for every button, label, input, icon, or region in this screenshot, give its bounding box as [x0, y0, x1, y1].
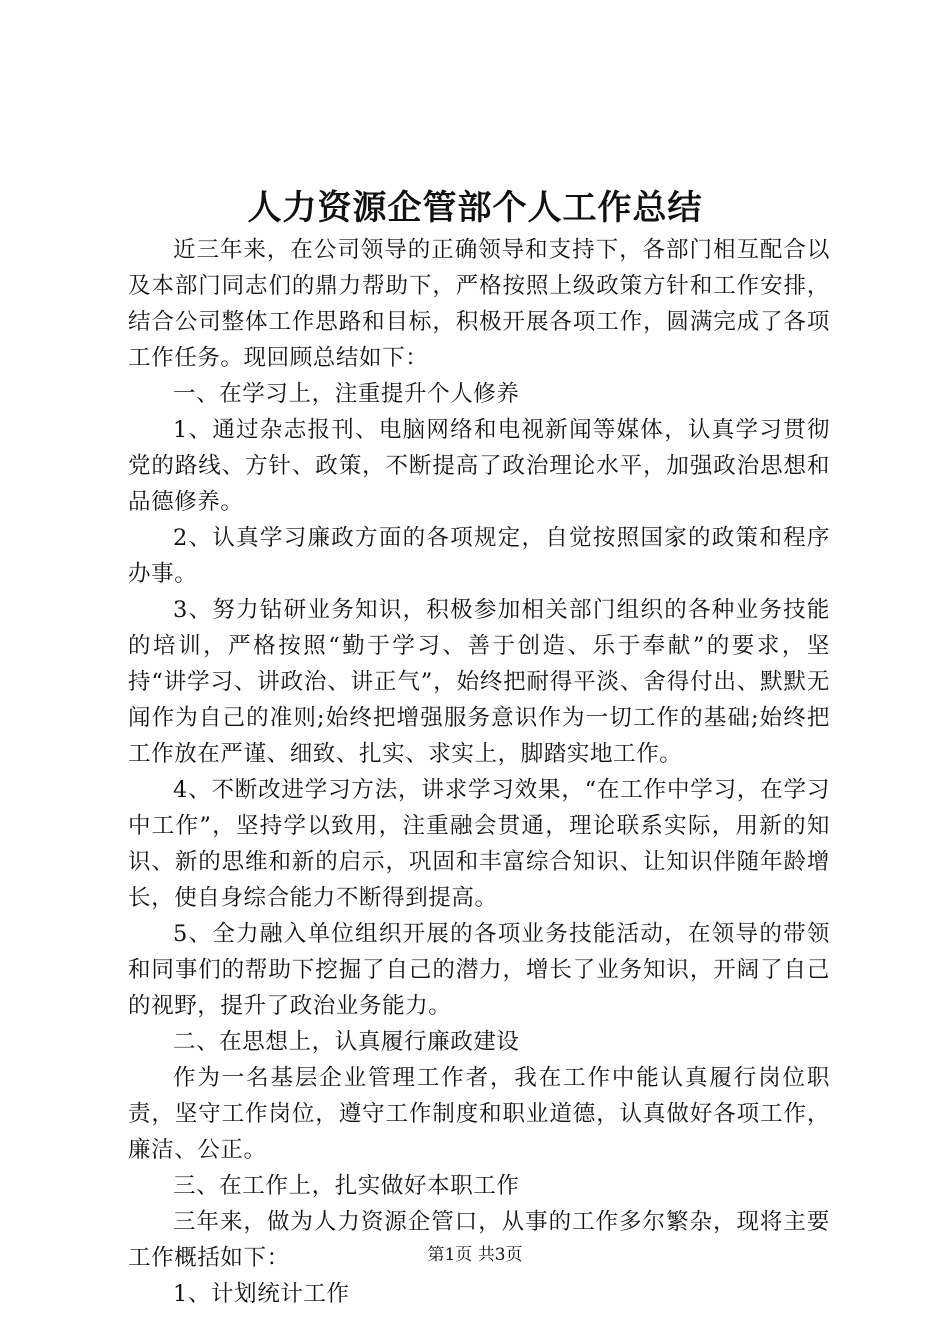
section-heading-thought: 二、在思想上，认真履行廉政建设: [173, 1029, 520, 1055]
paragraph-study-3: 3、努力钻研业务知识，积极参加相关部门组织的各种业务技能的培训，严格按照“勤于学习、善于创造、乐于奉献”的要求，坚持“讲学习、讲政治、讲正气”，始终把耐得平淡、舍得付出、默默无闻作为自己的准则;始终把增强服务意识作为一切工作的基础;始终把工作放在严谨、细致、扎实、求实上，脚踏实地工作。: [128, 597, 830, 767]
paragraph-study-4: 4、不断改进学习方法，讲求学习效果，“在工作中学习，在学习中工作”，坚持学以致用，注重融会贯通，理论联系实际，用新的知识、新的思维和新的启示，巩固和丰富综合知识、让知识伴随年龄增长，使自身综合能力不断得到提高。: [128, 777, 830, 911]
section-heading-study: 一、在学习上，注重提升个人修养: [173, 381, 520, 407]
document-body: [128, 232, 830, 1312]
paragraph-study-5: 5、全力融入单位组织开展的各项业务技能活动，在领导的带领和同事们的帮助下挖掘了自己的潜力，增长了业务知识，开阔了自己的视野，提升了政治业务能力。: [128, 921, 830, 1019]
document-title: 人力资源企管部个人工作总结: [247, 188, 703, 228]
paragraph-study-2: 2、认真学习廉政方面的各项规定，自觉按照国家的政策和程序办事。: [128, 525, 830, 587]
paragraph-study-1: 1、通过杂志报刊、电脑网络和电视新闻等媒体，认真学习贯彻党的路线、方针、政策，不断提高了政治理论水平，加强政治思想和品德修养。: [128, 417, 830, 515]
section-heading-work: 三、在工作上，扎实做好本职工作: [173, 1173, 520, 1199]
paragraph-work: 三年来，做为人力资源企管口，从事的工作多尔繁杂，现将主要工作概括如下：: [128, 1209, 830, 1271]
paragraph-work-1: 1、计划统计工作: [173, 1281, 350, 1307]
paragraph-intro: 近三年来，在公司领导的正确领导和支持下，各部门相互配合以及本部门同志们的鼎力帮助下，严格按照上级政策方针和工作安排，结合公司整体工作思路和目标，积极开展各项工作，圆满完成了各项工作任务。现回顾总结如下：: [128, 237, 830, 371]
paragraph-thought: 作为一名基层企业管理工作者，我在工作中能认真履行岗位职责，坚守工作岗位，遵守工作制度和职业道德，认真做好各项工作，廉洁、公正。: [128, 1065, 830, 1163]
page-footer: 第1页 共3页: [427, 1245, 523, 1265]
